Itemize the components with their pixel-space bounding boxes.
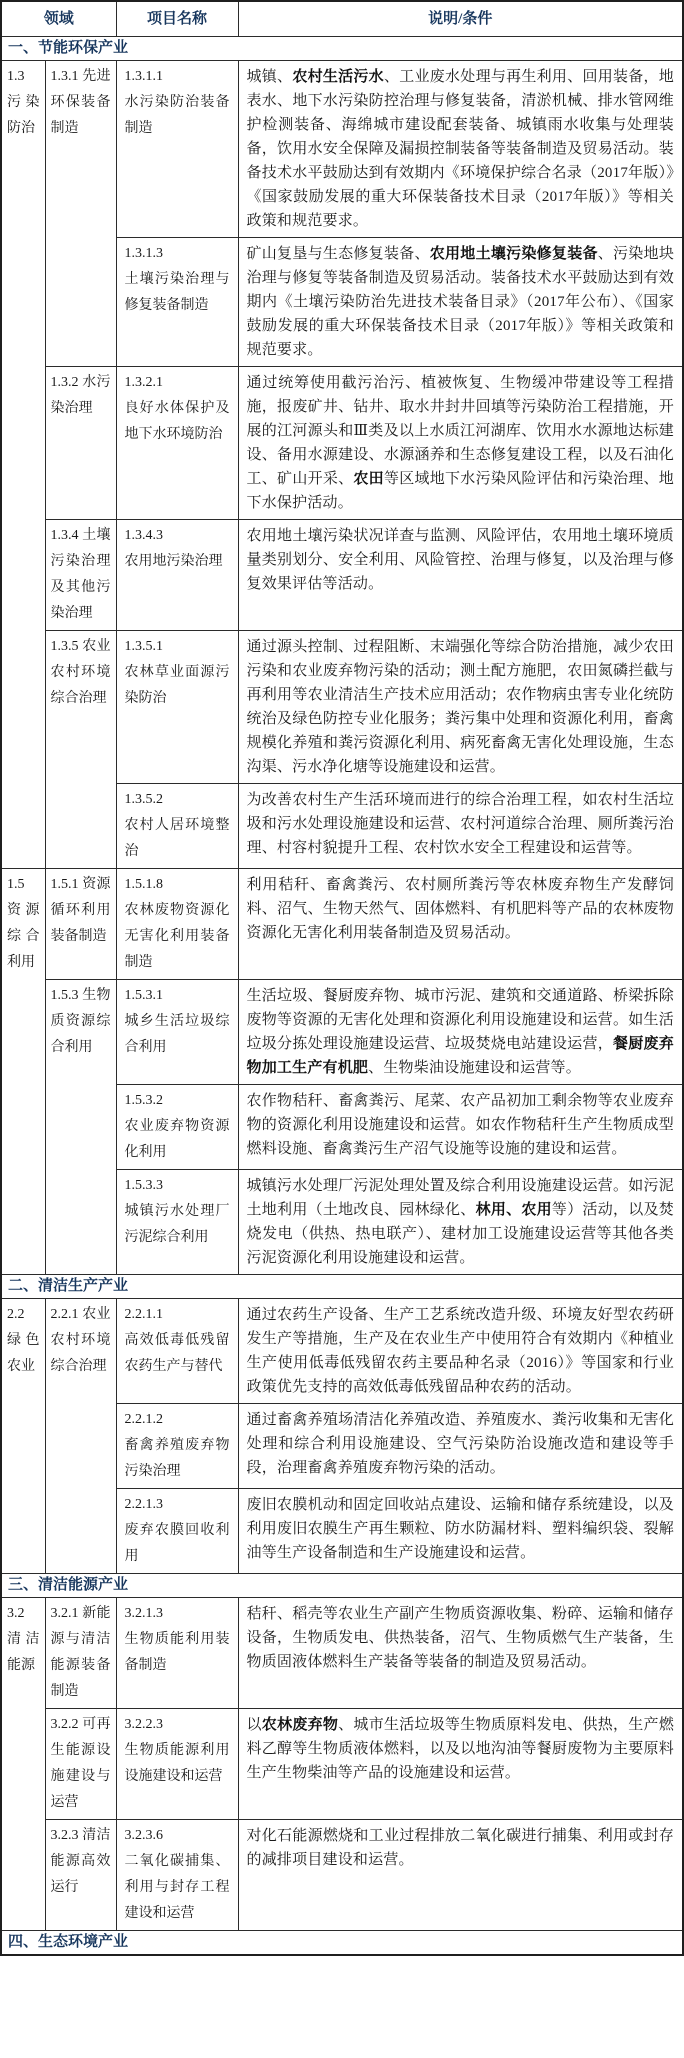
field-level2-cell: 2.2.1 农业农村环境综合治理 [45,1299,116,1574]
description-text: 废旧农膜机动和固定回收站点建设、运输和储存系统建设，以及利用废旧农膜生产再生颗粒、防水防漏材料、塑料编织袋、裂解油等生产设备制造和生产设施建设和运营。 [246,1497,675,1561]
description-cell [238,1598,683,1709]
description-cell [238,784,683,869]
description-cell [238,1170,683,1275]
project-code: 3.2.2.3 [124,1717,164,1732]
project-cell [116,1709,238,1820]
project-name: 农用地污染治理 [124,554,223,569]
description-highlight: 农用地土壤污染修复装备 [429,246,598,262]
description-text: 通过畜禽养殖场清洁化养殖改造、养殖废水、粪污收集和无害化处理和综合利用设施建设、空气污染防治设施改造和建设等手段，治理畜禽养殖废弃物污染的活动。 [246,1412,675,1476]
section-row [1,1574,683,1598]
catalog-row [1,61,683,238]
project-code: 3.2.3.6 [124,1828,164,1843]
field-level2-cell: 1.3.2 水污染治理 [45,367,116,520]
header-row [1,1,683,37]
description-text: 农用地土壤污染状况详查与监测、风险评估，农用地土壤环境质量类别划分、安全利用、风险管控、治理与修复，以及治理与修复效果评估等活动。 [246,528,675,592]
project-code: 1.5.3.1 [124,988,164,1003]
field-level2-cell: 1.5.1 资源循环利用装备制造 [45,869,116,980]
project-name: 城乡生活垃圾综合利用 [124,1014,230,1055]
description-text: 城镇、 [246,69,293,85]
description-text: 以 [246,1717,262,1733]
project-name: 农林废物资源化无害化利用装备制造 [124,903,230,970]
catalog-row [1,520,683,631]
header-field: 领域 [1,1,116,37]
project-code: 1.3.1.3 [124,246,164,261]
project-cell [116,784,238,869]
catalog-row [1,367,683,520]
section-title: 二、清洁生产产业 [1,1275,683,1299]
project-code: 2.2.1.3 [124,1497,164,1512]
description-highlight: 农村生活污水 [292,69,384,85]
section-title: 三、清洁能源产业 [1,1574,683,1598]
description-text: 城镇污水处理厂污泥处理处置及综合利用设施建设运营。如污泥土地利用（土地改良、园林绿化、 [246,1178,675,1218]
description-text: 、污染地块治理与修复等装备制造及贸易活动。装备技术水平鼓励达到有效期内《土壤污染防治先进技术装备目录》（2017年公布）、《国家鼓励发展的重大环保装备技术目录（2017年版）》等相关政策和规范要求。 [246,246,675,358]
catalog-row [1,1709,683,1820]
catalog-row [1,869,683,980]
project-cell [116,238,238,367]
field-level2-cell: 1.3.1 先进环保装备制造 [45,61,116,367]
project-name: 畜禽养殖废弃物污染治理 [124,1438,230,1479]
description-text: 矿山复垦与生态修复装备、 [246,246,430,262]
description-cell [238,1709,683,1820]
project-name: 二氧化碳捕集、利用与封存工程建设和运营 [124,1854,230,1921]
project-name: 水污染防治装备制造 [124,95,230,136]
field-level2-cell: 3.2.1 新能源与清洁能源装备制造 [45,1598,116,1709]
description-cell [238,1299,683,1404]
catalog-row [1,631,683,784]
project-cell [116,869,238,980]
description-highlight: 林用、农用 [475,1202,552,1218]
field-level2-cell: 1.5.3 生物质资源综合利用 [45,980,116,1275]
project-cell [116,1299,238,1404]
description-text: 生活垃圾、餐厨废弃物、城市污泥、建筑和交通道路、桥梁拆除废物等资源的无害化处理和资源化利用设施建设和运营。如生活垃圾分拣处理设施建设运营、垃圾焚烧电站建设运营， [246,988,675,1052]
section-title: 一、节能环保产业 [1,37,683,61]
description-cell [238,1085,683,1170]
project-code: 1.3.2.1 [124,375,164,390]
project-code: 1.5.1.8 [124,877,164,892]
field-level1-cell: 2.2 绿色农业 [1,1299,45,1574]
project-name: 农业废弃物资源化利用 [124,1119,230,1160]
description-text: 等区域地下水污染风险评估和污染治理、地下水保护活动。 [246,471,675,511]
project-cell [116,1085,238,1170]
project-cell [116,1404,238,1489]
description-cell [238,869,683,980]
project-name: 城镇污水处理厂污泥综合利用 [124,1204,230,1245]
description-text: 、城市生活垃圾等生物质原料发电、供热，生产燃料乙醇等生物质液体燃料，以及以地沟油等餐厨废物为主要原料生产生物柴油等产品的设施建设和运营。 [246,1717,675,1781]
project-cell [116,61,238,238]
field-level2-cell: 3.2.3 清洁能源高效运行 [45,1820,116,1931]
description-cell [238,520,683,631]
project-cell [116,631,238,784]
project-code: 3.2.1.3 [124,1606,164,1621]
description-text: 、工业废水处理与再生利用、回用装备，地表水、地下水污染防控治理与修复装备，清淤机械、排水管网维护检测装备、海绵城市建设配套装备、城镇雨水收集与处理装备，饮用水安全保障及漏损控制装备等装备制造及贸易活动。装备技术水平鼓励达到有效期内《环境保护综合名录（2017年版）》《国家鼓励发展的重大环保装备技术目录（2017年版）》等相关政策和规范要求。 [246,69,675,229]
project-name: 良好水体保护及地下水环境防治 [124,401,230,442]
field-level1-cell: 1.3 污染防治 [1,61,45,869]
description-text: 对化石能源燃烧和工业过程排放二氧化碳进行捕集、利用或封存的减排项目建设和运营。 [246,1828,675,1868]
project-name: 农村人居环境整治 [124,818,230,859]
description-highlight: 农田 [353,471,384,487]
project-cell [116,1170,238,1275]
description-text: 、生物柴油设施建设和运营等。 [368,1060,581,1076]
description-text: 农作物秸秆、畜禽粪污、尾菜、农产品初加工剩余物等农业废弃物的资源化利用设施建设和运营。如农作物秸秆生产生物质成型燃料设施、畜禽粪污生产沼气设施等设施的建设和运营。 [246,1093,675,1157]
project-code: 2.2.1.1 [124,1307,164,1322]
description-cell [238,1404,683,1489]
project-name: 高效低毒低残留农药生产与替代 [124,1333,230,1374]
description-highlight: 餐厨废弃物加工生产有机肥 [246,1036,675,1076]
project-cell [116,1820,238,1931]
field-level1-cell: 3.2 清洁能源 [1,1598,45,1931]
description-cell [238,1820,683,1931]
catalog-row [1,1820,683,1931]
description-cell [238,367,683,520]
project-cell [116,1598,238,1709]
table-header [1,1,683,37]
catalog-row [1,980,683,1085]
catalog-row [1,1598,683,1709]
project-code: 1.3.1.1 [124,69,164,84]
description-text: 通过统筹使用截污治污、植被恢复、生物缓冲带建设等工程措施，报废矿井、钻井、取水井封井回填等污染防治工程措施，开展的江河源头和Ⅲ类及以上水质江河湖库、饮用水水源地达标建设、备用水源建设、水源涵养和生态修复建设工程，以及石油化工、矿山开采、 [246,375,675,487]
header-project: 项目名称 [116,1,238,37]
project-name: 农林草业面源污染防治 [124,665,230,706]
project-cell [116,367,238,520]
description-cell [238,631,683,784]
field-level2-cell: 3.2.2 可再生能源设施建设与运营 [45,1709,116,1820]
project-code: 1.3.5.2 [124,792,164,807]
project-name: 生物质能源利用设施建设和运营 [124,1743,230,1784]
project-code: 1.5.3.2 [124,1093,164,1108]
description-text: 为改善农村生产生活环境而进行的综合治理工程，如农村生活垃圾和污水处理设施建设和运营、农村河道综合治理、厕所粪污治理、村容村貌提升工程、农村饮水安全工程建设和运营等。 [246,792,675,856]
project-cell [116,980,238,1085]
description-text: 等）活动，以及焚烧发电（供热、热电联产）、建材加工设施建设运营等其他各类污泥资源化利用设施建设和运营。 [246,1202,675,1266]
section-row [1,37,683,61]
project-code: 1.3.5.1 [124,639,164,654]
description-text: 通过源头控制、过程阻断、末端强化等综合防治措施，减少农田污染和农业废弃物污染的活动；测土配方施肥，农田氮磷拦截与再利用等农业清洁生产技术应用活动；农作物病虫害专业化统防统治及绿色防控专业化服务；粪污集中处理和资源化利用，畜禽规模化养殖和粪污资源化利用、病死畜禽无害化处理设施，生态沟渠、污水净化塘等设施建设和运营。 [246,639,675,775]
field-level1-cell: 1.5 资源综合利用 [1,869,45,1275]
section-row [1,1275,683,1299]
field-level2-cell: 1.3.5 农业农村环境综合治理 [45,631,116,869]
description-text: 利用秸秆、畜禽粪污、农村厕所粪污等农林废弃物生产发酵饲料、沼气、生物天然气、固体燃料、有机肥料等产品的农林废物资源化无害化利用装备制造及贸易活动。 [246,877,675,941]
project-name: 废弃农膜回收利用 [124,1523,230,1564]
description-cell [238,1489,683,1574]
project-code: 1.3.4.3 [124,528,164,543]
project-code: 1.5.3.3 [124,1178,164,1193]
description-text: 秸秆、稻壳等农业生产副产生物质资源收集、粉碎、运输和储存设备，生物质发电、供热装备，沼气、生物质燃气生产装备，生物质固液体燃料生产装备等装备的制造及贸易活动。 [246,1606,675,1670]
project-cell [116,1489,238,1574]
catalog-table-body [1,37,683,1956]
project-name: 生物质能利用装备制造 [124,1632,230,1673]
header-description: 说明/条件 [238,1,683,37]
section-row [1,1931,683,1956]
description-text: 通过农药生产设备、生产工艺系统改造升级、环境友好型农药研发生产等措施，生产及在农业生产中使用符合有效期内《种植业生产使用低毒低残留农药主要品种名录（2016）》等国家和行业政策优先支持的高效低毒低残留品种农药的活动。 [246,1307,675,1395]
project-name: 土壤污染治理与修复装备制造 [124,272,230,313]
project-cell [116,520,238,631]
description-highlight: 农林废弃物 [261,1717,339,1733]
description-cell [238,61,683,238]
catalog-row [1,1299,683,1404]
description-cell [238,238,683,367]
project-code: 2.2.1.2 [124,1412,164,1427]
section-title: 四、生态环境产业 [1,1931,683,1956]
field-level2-cell: 1.3.4 土壤污染治理及其他污染治理 [45,520,116,631]
description-cell [238,980,683,1085]
